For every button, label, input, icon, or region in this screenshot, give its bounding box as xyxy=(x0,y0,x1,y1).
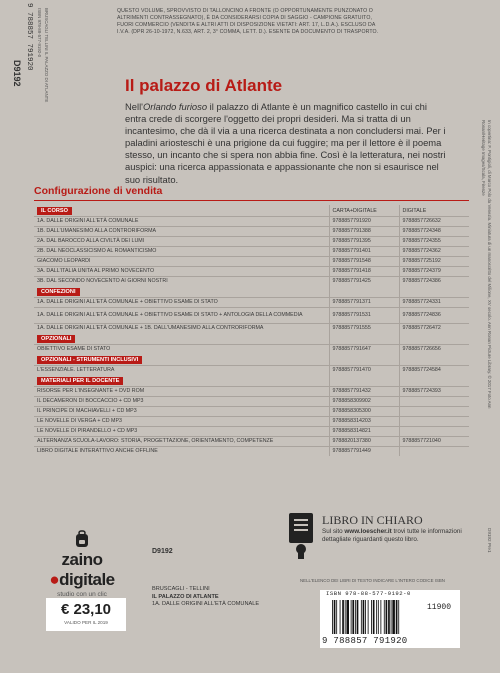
column-spacer xyxy=(399,333,469,345)
isbn-digital: 9788857724836 xyxy=(399,308,469,324)
isbn-digital xyxy=(399,427,469,437)
isbn-print: 9788858305300 xyxy=(329,407,399,417)
isbn-digital xyxy=(399,407,469,417)
isbn-print: 9788857791418 xyxy=(329,267,399,277)
isbn-print: 9788820137380 xyxy=(329,437,399,447)
barcode-bar xyxy=(380,600,381,634)
sample-copy-notice: QUESTO VOLUME, SPROVVISTO DI TALLONCINO A FRONTE (O OPPORTUNAMENTE PUNZONATO O ALTRIMENTI CONTRASSEGNATO), È DA CONSIDERARSI COPIA DI SAGGIO - CAMPIONE GRATUITO, FUORI COMMERCIO (VENDITA E ALTRI ATTI DI DISPOSIZIONE VIETATI: ART. 17, L.D.A.). ESCLUSO DA I.V.A. (DPR 26-10-1972, N.633, ART. 2, 3° COMMA, LETT. D.). ESENTE DA DOCUMENTO DI TRASPORTO. xyxy=(117,8,379,35)
right-margin-code: D9192 Pre1 xyxy=(487,528,492,553)
isbn-digital: 9788857726472 xyxy=(399,324,469,334)
barcode-bar xyxy=(363,600,365,634)
product-name: IL PRINCIPE DI MACHIAVELLI + CD MP3 xyxy=(34,407,329,417)
table-row xyxy=(34,217,469,227)
column-spacer xyxy=(399,375,469,387)
table-row xyxy=(34,237,469,247)
barcode-bar xyxy=(391,600,392,634)
barcode-bar xyxy=(342,600,344,634)
barcode-bar xyxy=(361,600,362,634)
isbn-digital: 9788857726656 xyxy=(399,345,469,355)
isbn-digital: 9788857726632 xyxy=(399,217,469,227)
desc-pre: Nell' xyxy=(125,101,143,112)
book-volume: 1A. DALLE ORIGINI ALL'ETÀ COMUNALE xyxy=(152,601,260,607)
isbn-print: 9788857791371 xyxy=(329,298,399,308)
barcode-bar xyxy=(371,600,372,634)
price-value: € 23,10 xyxy=(60,601,112,618)
isbn-print: 9788857791432 xyxy=(329,387,399,397)
isbn-print: 9788857791647 xyxy=(329,345,399,355)
column-header-print: CARTA+DIGITALE xyxy=(329,205,399,217)
product-name: 1A. DALLE ORIGINI ALL'ETÀ COMUNALE + OBIETTIVO ESAME DI STATO xyxy=(34,298,329,308)
table-row xyxy=(34,277,469,287)
section-header xyxy=(34,333,469,345)
brand-tagline: studio con un clic xyxy=(57,591,107,598)
brand-name-right: digitale xyxy=(59,570,115,589)
barcode-bar xyxy=(368,600,369,634)
spine-isbn-line: ISBN 978-88-577-9192-0 xyxy=(37,8,42,58)
section-header xyxy=(34,375,469,387)
product-name: RISORSE PER L'INSEGNANTE + DVD ROM xyxy=(34,387,329,397)
book-info-title: IL PALAZZO DI ATLANTE xyxy=(152,593,219,600)
table-row xyxy=(34,298,469,308)
isbn-print: 9788857791548 xyxy=(329,257,399,267)
table-row xyxy=(34,387,469,397)
column-spacer xyxy=(329,354,399,366)
product-name: OBIETTIVO ESAME DI STATO xyxy=(34,345,329,355)
barcode-number: 9 788857 791920 xyxy=(322,636,408,646)
brand-separator-icon: ● xyxy=(49,570,60,589)
barcode-bar xyxy=(334,600,336,634)
isbn-digital: 9788857724331 xyxy=(399,298,469,308)
isbn-print: 9788857791388 xyxy=(329,227,399,237)
barcode-bar xyxy=(352,600,354,634)
table-row xyxy=(34,267,469,277)
isbn-digital: 9788857721040 xyxy=(399,437,469,447)
barcode-bar xyxy=(336,600,337,634)
table-row xyxy=(34,345,469,355)
config-divider xyxy=(34,200,469,201)
isbn-digital: 9788857724584 xyxy=(399,366,469,376)
isbn-label: ISBN 978-88-577-9192-0 xyxy=(326,590,411,597)
section-header xyxy=(34,286,469,298)
isbn-print: 9788857791555 xyxy=(329,324,399,334)
barcode-bar xyxy=(332,600,333,634)
isbn-instruction: NELL'ELENCO DEI LIBRI DI TESTO INDICARE L'INTERO CODICE ISBN xyxy=(300,578,445,583)
catalog-code: D9192 xyxy=(152,548,173,555)
barcode-icon xyxy=(332,600,422,636)
isbn-print: 9788857791531 xyxy=(329,308,399,324)
cover-credits: In copertina: F. Pontigioli, di Marco Polo da Venezia. Miniatura di un manoscritto del Milione, XV secolo. Ann Ronan Picture Library. © 2017 Foto Ann Ronan/Heritage Images/Scala, Firenze xyxy=(481,120,492,409)
product-name: LE NOVELLE DI VERGA + CD MP3 xyxy=(34,417,329,427)
book-title: Il palazzo di Atlante xyxy=(125,76,283,95)
price-code: 11900 xyxy=(427,603,452,612)
price-note: VALIDO PER IL 2019 xyxy=(64,620,108,625)
isbn-print: 9788857791449 xyxy=(329,447,399,457)
product-name: 1A. DALLE ORIGINI ALL'ETÀ COMUNALE + OBIETTIVO ESAME DI STATO + ANTOLOGIA DELLA COMMEDIA xyxy=(34,308,329,324)
product-name: 2B. DAL NEOCLASSICISMO AL ROMANTICISMO xyxy=(34,247,329,257)
isbn-print: 9788857791395 xyxy=(329,237,399,247)
spine-info xyxy=(8,0,52,122)
isbn-digital: 9788857724393 xyxy=(399,387,469,397)
table-row xyxy=(34,366,469,376)
section-label: OPZIONALI xyxy=(37,335,75,343)
barcode-bar xyxy=(355,600,356,634)
isbn-digital: 9788857724355 xyxy=(399,237,469,247)
barcode-bar xyxy=(388,600,390,634)
spine-title-line: BRUSCAGLI TELLINI IL PALAZZO DI ATLANTE xyxy=(44,8,49,103)
section-label: IL CORSO xyxy=(37,207,72,215)
table-row xyxy=(34,437,469,447)
zaino-digitale-logo xyxy=(32,530,132,598)
product-name: GIACOMO LEOPARDI xyxy=(34,257,329,267)
product-name: IL DECAMERON DI BOCCACCIO + CD MP3 xyxy=(34,397,329,407)
isbn-print: 9788858309902 xyxy=(329,397,399,407)
barcode-bar xyxy=(365,600,366,634)
barcode-bar xyxy=(346,600,349,634)
column-spacer xyxy=(329,375,399,387)
barcode-bar xyxy=(345,600,346,634)
backpack-icon xyxy=(73,530,91,548)
barcode-bar xyxy=(378,600,379,634)
lc-text-pre: Sul sito xyxy=(322,528,345,535)
barcode-bar xyxy=(340,600,341,634)
barcode-bar xyxy=(386,600,388,634)
isbn-digital: 9788857724348 xyxy=(399,227,469,237)
section-label: OPZIONALI - STRUMENTI INCLUSIVI xyxy=(37,356,142,364)
isbn-digital xyxy=(399,417,469,427)
column-spacer xyxy=(399,354,469,366)
price-box xyxy=(46,598,126,631)
table-row xyxy=(34,227,469,237)
barcode-bar xyxy=(376,600,377,634)
config-table xyxy=(34,205,469,456)
desc-italic: Orlando furioso xyxy=(142,101,208,112)
lc-text-post: trovi tutte le informazioni dettagliate riguardanti questo libro. xyxy=(322,528,462,543)
isbn-print: 9788857791920 xyxy=(329,217,399,227)
product-name: 3B. DAL SECONDO NOVECENTO AI GIORNI NOSTRI xyxy=(34,277,329,287)
table-row xyxy=(34,247,469,257)
config-title: Configurazione di vendita xyxy=(34,185,163,197)
table-row xyxy=(34,257,469,267)
section-label: CONFEZIONI xyxy=(37,288,80,296)
isbn-print: 9788858314203 xyxy=(329,417,399,427)
barcode-bar xyxy=(351,600,352,634)
libro-in-chiaro-icon xyxy=(287,511,315,561)
table-row xyxy=(34,397,469,407)
barcode-bar xyxy=(392,600,395,634)
column-header-digital: DIGITALE xyxy=(399,205,469,217)
spine-isbn: 9 788857 791920 xyxy=(25,3,33,71)
book-authors: BRUSCAGLI - TELLINI xyxy=(152,586,210,592)
barcode-bar xyxy=(384,600,385,634)
isbn-print: 9788857791470 xyxy=(329,366,399,376)
product-name: 3A. DALL'ITALIA UNITA AL PRIMO NOVECENTO xyxy=(34,267,329,277)
product-name: 2A. DAL BAROCCO ALLA CIVILTÀ DEI LUMI xyxy=(34,237,329,247)
table-row xyxy=(34,324,469,334)
libro-in-chiaro-title: LIBRO IN CHIARO xyxy=(322,513,423,527)
table-row xyxy=(34,308,469,324)
isbn-print: 9788857791401 xyxy=(329,247,399,257)
barcode-bar xyxy=(396,600,398,634)
product-name: ALTERNANZA SCUOLA-LAVORO: STORIA, PROGETTAZIONE, ORIENTAMENTO, COMPETENZE xyxy=(34,437,329,447)
barcode-bar xyxy=(398,600,399,634)
table-row xyxy=(34,447,469,457)
libro-in-chiaro-text xyxy=(322,528,482,543)
spine-code: D9192 xyxy=(12,60,22,87)
isbn-print: 9788858314821 xyxy=(329,427,399,437)
isbn-print: 9788857791425 xyxy=(329,277,399,287)
product-name: 1A. DALLE ORIGINI ALL'ETÀ COMUNALE xyxy=(34,217,329,227)
desc-post: il palazzo di Atlante è un magnifico castello in cui chi entra crede di scorgere l'oggetto dei propri desideri. Ma si tratta di un incantesimo, che dà il via a una ricerca destinata a non concludersi mai. Per i paladini ariosteschi è una prigione da cui fuggire; ma per il lettore è il poema stesso, un incanto che si spera non abbia fine. Così è la letteratura, nei nostri auspici: una ricerca appassionata e appassionante che non si esaurisce nel suo risultato. xyxy=(125,101,446,185)
isbn-digital xyxy=(399,447,469,457)
column-spacer xyxy=(329,286,399,298)
product-name: L'ESSENZIALE. LETTERATURA xyxy=(34,366,329,376)
isbn-digital: 9788857724379 xyxy=(399,267,469,277)
book-info xyxy=(152,586,272,609)
brand-name xyxy=(32,550,132,590)
section-header xyxy=(34,354,469,366)
table-row xyxy=(34,417,469,427)
section-header xyxy=(34,205,469,217)
isbn-digital xyxy=(399,397,469,407)
isbn-digital: 9788857725192 xyxy=(399,257,469,267)
product-name: 1B. DALL'UMANESIMO ALLA CONTRORIFORMA xyxy=(34,227,329,237)
isbn-digital: 9788857724362 xyxy=(399,247,469,257)
barcode-bar xyxy=(357,600,359,634)
brand-name-left: zaino xyxy=(61,550,103,569)
product-name: LE NOVELLE DI PIRANDELLO + CD MP3 xyxy=(34,427,329,437)
table-row xyxy=(34,407,469,417)
product-name: LIBRO DIGITALE INTERATTIVO ANCHE OFFLINE xyxy=(34,447,329,457)
book-description xyxy=(125,101,447,186)
column-spacer xyxy=(329,333,399,345)
loescher-link[interactable]: www.loescher.it xyxy=(344,528,392,535)
barcode-bar xyxy=(373,600,375,634)
table-row xyxy=(34,427,469,437)
product-name: 1A. DALLE ORIGINI ALL'ETÀ COMUNALE + 1B. DALL'UMANESIMO ALLA CONTRORIFORMA xyxy=(34,324,329,334)
column-spacer xyxy=(399,286,469,298)
isbn-digital: 9788857724386 xyxy=(399,277,469,287)
section-label: MATERIALI PER IL DOCENTE xyxy=(37,377,123,385)
